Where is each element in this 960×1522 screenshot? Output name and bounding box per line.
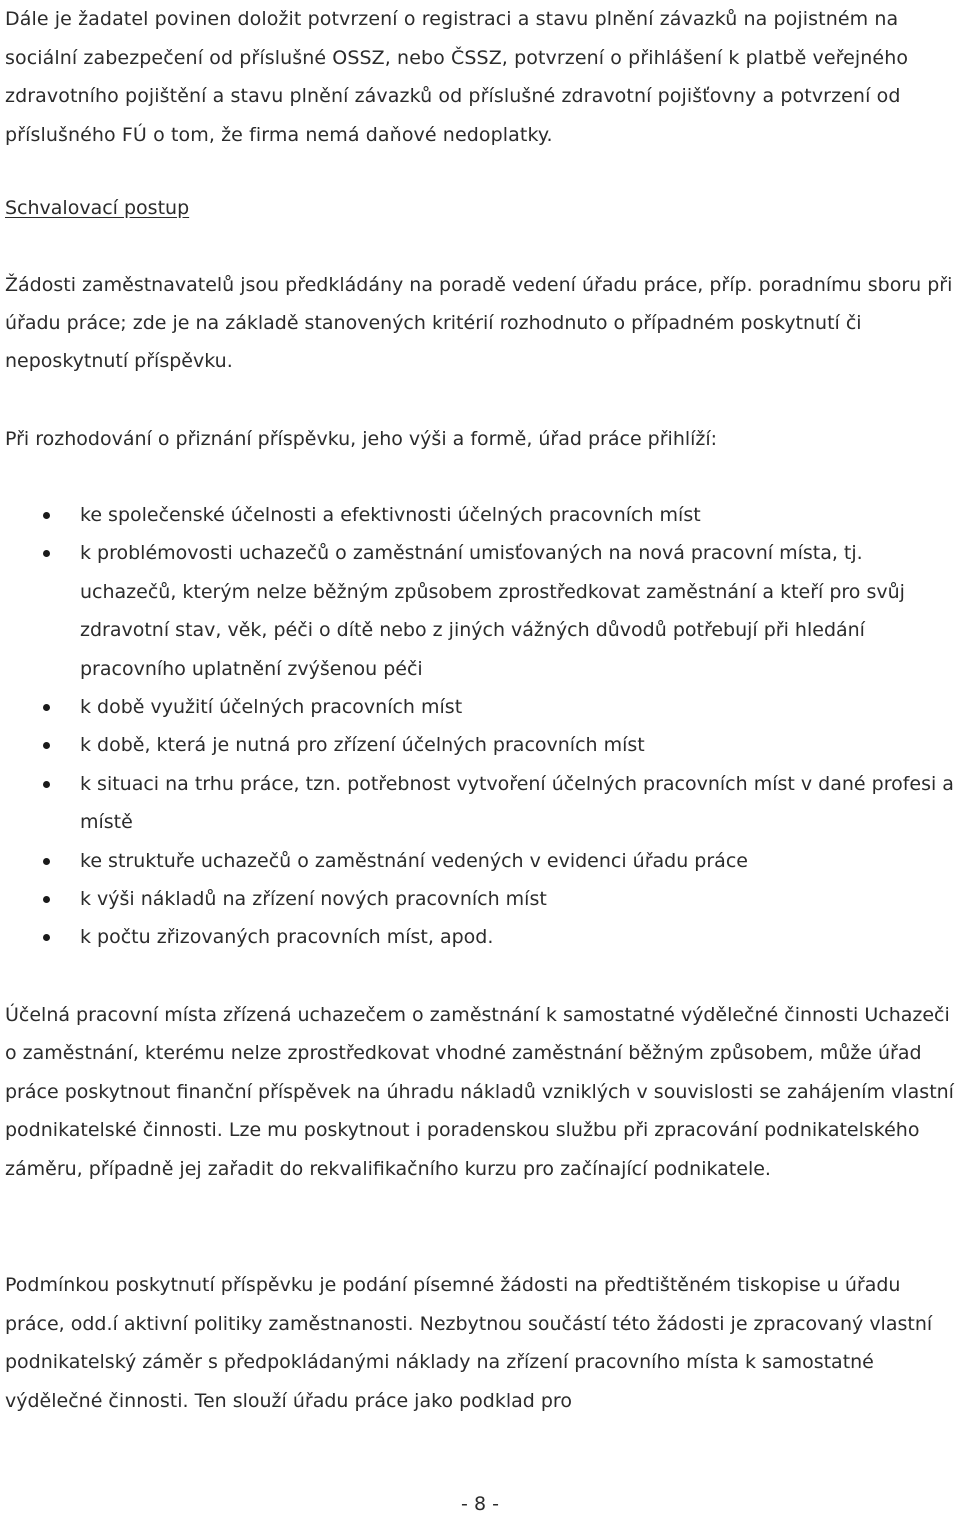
list-item (0, 688, 960, 726)
bullet-icon (43, 934, 50, 941)
bullet-icon (43, 781, 50, 788)
list-item (0, 534, 960, 688)
list-item (0, 842, 960, 880)
condition-paragraph: Podmínkou poskytnutí příspěvku je podání písemné žádosti na předtištěném tiskopise u úřadu práce, odd.í aktivní politiky zaměstnanosti. Nezbytnou součástí této žádosti je zpracovaný vlastní podnikatelský záměr s předpokládanými náklady na zřízení pracovního místa k samostatné výdělečné činnosti. Ten slouží úřadu práce jako podklad pro (5, 1274, 933, 1412)
bullet-icon (43, 742, 50, 749)
self-employment-paragraph: Účelná pracovní místa zřízená uchazečem o zaměstnání k samostatné výdělečné činnosti Uchazeči o zaměstnání, kterému nelze zprostředkovat vhodné zaměstnání běžným způsobem, může úřad práce poskytnout finanční příspěvek na úhradu nákladů vzniklých v souvislosti se zahájením vlastní podnikatelské činnosti. Lze mu poskytnout i poradenskou službu při zpracování podnikatelského záměru, případně jej zařadit do rekvalifikačního kurzu pro začínající podnikatele. (5, 1004, 954, 1180)
requirements-paragraph: Dále je žadatel povinen doložit potvrzení o registraci a stavu plnění závazků na pojistném na sociální zabezpečení od příslušné OSSZ, nebo ČSSZ, potvrzení o přihlášení k platbě veřejného zdravotního pojištění a stavu plnění závazků od příslušné zdravotní pojišťovny a potvrzení od příslušného FÚ o tom, že firma nemá daňové nedoplatky. (5, 8, 909, 146)
bullet-icon (43, 512, 50, 519)
list-item-text: ke struktuře uchazečů o zaměstnání vedených v evidenci úřadu práce (80, 849, 748, 872)
list-item (0, 765, 960, 842)
approval-procedure-heading: Schvalovací postup (5, 197, 190, 219)
list-item (0, 726, 960, 764)
list-item (0, 918, 960, 956)
list-item-text: k situaci na trhu práce, tzn. potřebnost vytvoření účelných pracovních míst v dané profesi a místě (80, 772, 954, 834)
list-item-text: ke společenské účelnosti a efektivnosti účelných pracovních míst (80, 504, 701, 526)
list-item-text: k době, která je nutná pro zřízení účelných pracovních míst (80, 734, 645, 757)
criteria-list (0, 496, 960, 957)
list-item-text: k problémovosti uchazečů o zaměstnání umisťovaných na nová pracovní místa, tj. uchazečů, kterým nelze běžným způsobem zprostředkovat zaměstnání a kteří pro svůj zdravotní stav, věk, péči o dítě nebo z jiných vážných důvodů potřebují při hledání pracovního uplatnění zvýšenou péči (80, 542, 905, 680)
criteria-intro-paragraph: Při rozhodování o přiznání příspěvku, jeho výši a formě, úřad práce přihlíží: (5, 428, 718, 450)
list-item-text: k době využití účelných pracovních míst (80, 696, 463, 719)
list-item (0, 496, 960, 534)
bullet-icon (43, 896, 50, 903)
list-item-text: k počtu zřizovaných pracovních míst, apod. (80, 926, 494, 949)
approval-procedure-paragraph: Žádosti zaměstnavatelů jsou předkládány na poradě vedení úřadu práce, příp. poradnímu sboru při úřadu práce; zde je na základě stanovených kritérií rozhodnuto o případném poskytnutí či neposkytnutí příspěvku. (5, 274, 953, 372)
list-item-text: k výši nákladů na zřízení nových pracovních míst (80, 888, 547, 911)
bullet-icon (43, 704, 50, 711)
bullet-icon (43, 550, 50, 557)
list-item (0, 880, 960, 918)
page-number: - 8 - (461, 1493, 499, 1515)
bullet-icon (43, 858, 50, 865)
